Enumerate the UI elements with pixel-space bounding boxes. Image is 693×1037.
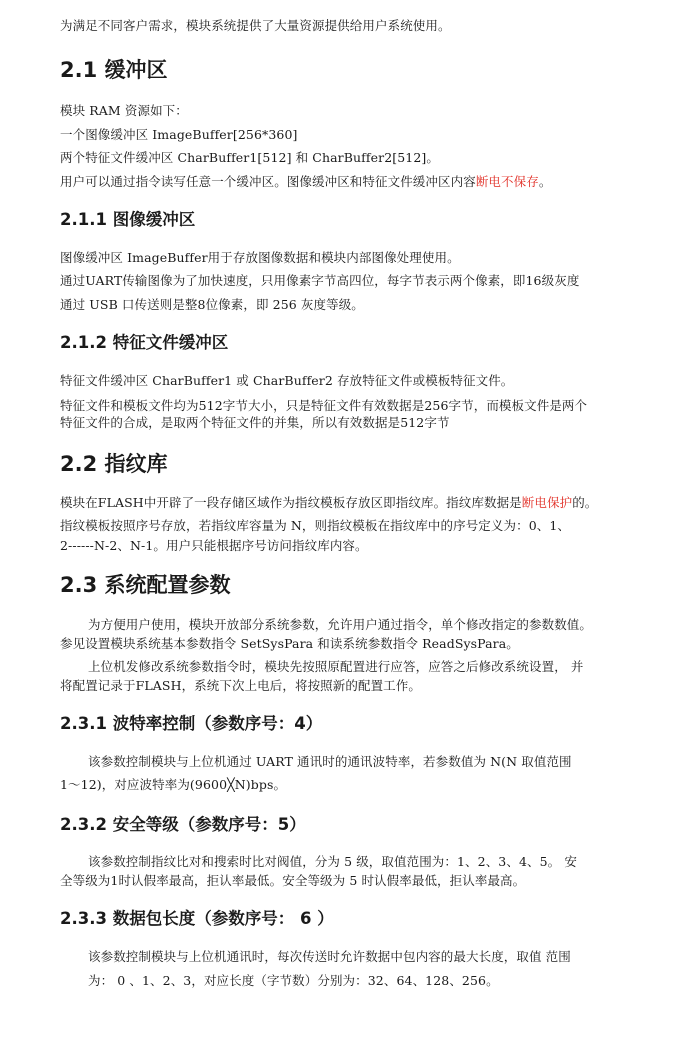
section-2-3-2-heading: 2.3.2 安全等级（参数序号：5）: [60, 815, 306, 834]
s212-line-1: 特征文件缓冲区 CharBuffer1 或 CharBuffer2 存放特征文件或模板特征文件。: [60, 373, 514, 388]
s21-line-4-end: 。: [538, 174, 552, 189]
s233-line-2: 为： 0 、1、2、3，对应长度（字节数）分别为：32、64、128、256。: [88, 973, 499, 988]
s231-line-1: 该参数控制模块与上位机通过 UART 通讯时的通讯波特率，若参数值为 N(N 取值范围: [88, 754, 572, 769]
s232-line-1: 该参数控制指纹比对和搜索时比对阀值，分为 5 级，取值范围为：1、2、3、4、5。 安: [88, 854, 577, 869]
section-2-3-heading: 2.3 系统配置参数: [60, 573, 231, 597]
s212-line-3: 特征文件的合成，是取两个特征文件的并集，所以有效数据是512字节: [60, 415, 450, 430]
power-off-not-saved-highlight: 断电不保存: [475, 174, 539, 189]
s21-line-1: 模块 RAM 资源如下：: [60, 103, 188, 118]
s211-line-3: 通过 USB 口传送则是整8位像素，即 256 灰度等级。: [60, 297, 364, 312]
intro-paragraph: 为满足不同客户需求，模块系统提供了大量资源提供给用户系统使用。: [60, 18, 451, 33]
section-2-1-heading: 2.1 缓冲区: [60, 58, 168, 82]
section-2-1-1-heading: 2.1.1 图像缓冲区: [60, 210, 196, 229]
s21-line-4-text: 用户可以通过指令读写任意一个缓冲区。图像缓冲区和特征文件缓冲区内容: [60, 174, 476, 189]
s231-line-2: 1～12)，对应波特率为(9600╳N)bps。: [60, 777, 287, 792]
s23-line-4: 将配置记录于FLASH，系统下次上电后，将按照新的配置工作。: [60, 678, 421, 693]
s233-line-1: 该参数控制模块与上位机通讯时，每次传送时允许数据中包内容的最大长度，取值 范围: [88, 949, 571, 964]
s22-line-1-text: 模块在FLASH中开辟了一段存储区域作为指纹模板存放区即指纹库。指纹库数据是: [60, 495, 522, 510]
section-2-3-1-heading: 2.3.1 波特率控制（参数序号：4）: [60, 714, 323, 733]
s23-line-3: 上位机发修改系统参数指令时，模块先按照原配置进行应答，应答之后修改系统设置， 并: [88, 659, 584, 674]
section-2-3-3-heading: 2.3.3 数据包长度（参数序号： 6 ）: [60, 909, 334, 928]
s23-line-2: 参见设置模块系统基本参数指令 SetSysPara 和读系统参数指令 ReadSysPara。: [60, 636, 519, 651]
s21-line-3: 两个特征文件缓冲区 CharBuffer1[512] 和 CharBuffer2[512]。: [60, 150, 439, 165]
s22-line-1-end: 的。: [572, 495, 598, 510]
s21-line-4: [60, 173, 551, 191]
s22-line-1: [60, 494, 597, 512]
s23-line-1: 为方便用户使用，模块开放部分系统参数，允许用户通过指令，单个修改指定的参数数值。: [88, 617, 593, 632]
s21-line-2: 一个图像缓冲区 ImageBuffer[256*360]: [60, 127, 298, 142]
s22-line-2: 指纹模板按照序号存放，若指纹库容量为 N，则指纹模板在指纹库中的序号定义为：0、1、: [60, 518, 571, 533]
s211-line-1: 图像缓冲区 ImageBuffer用于存放图像数据和模块内部图像处理使用。: [60, 250, 460, 265]
section-2-1-2-heading: 2.1.2 特征文件缓冲区: [60, 333, 229, 352]
s211-line-2: 通过UART传输图像为了加快速度，只用像素字节高四位，每字节表示两个像素，即16级灰度: [60, 273, 580, 288]
s232-line-2: 全等级为1时认假率最高，拒认率最低。安全等级为 5 时认假率最低，拒认率最高。: [60, 873, 526, 888]
s212-line-2: 特征文件和模板文件均为512字节大小，只是特征文件有效数据是256字节，而模板文件是两个: [60, 398, 588, 413]
section-2-2-heading: 2.2 指纹库: [60, 452, 168, 476]
power-off-protected-highlight: 断电保护: [521, 495, 573, 510]
s22-line-3: 2------N-2、N-1。用户只能根据序号访问指纹库内容。: [60, 538, 368, 553]
